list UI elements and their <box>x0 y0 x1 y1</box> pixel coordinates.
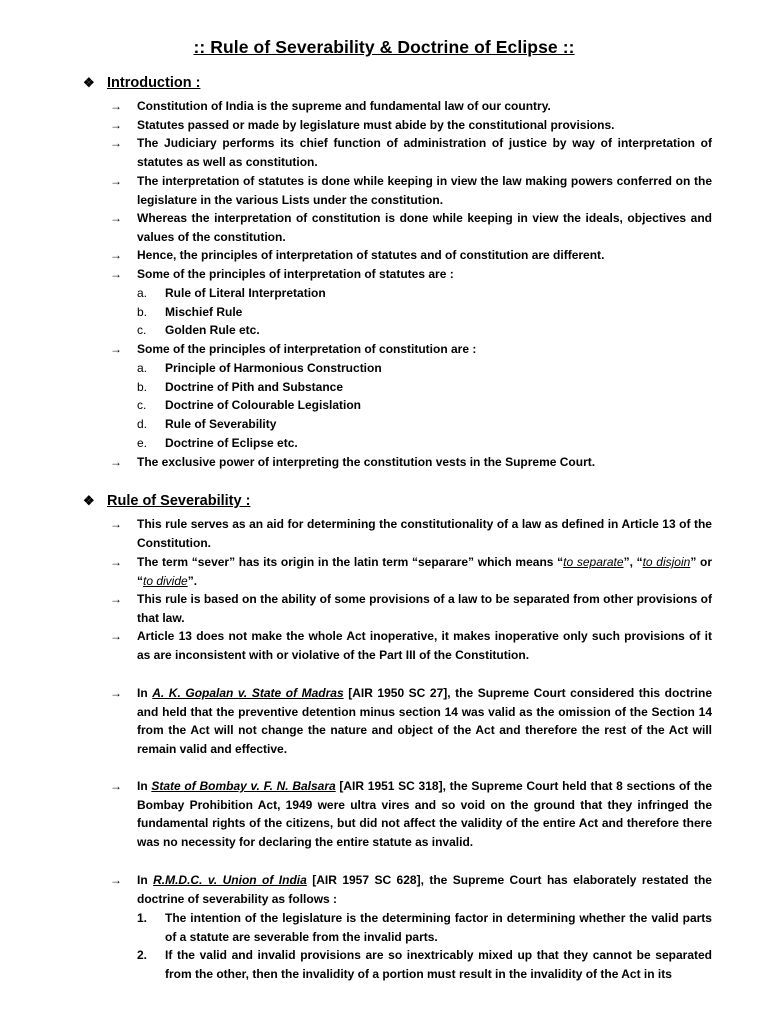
right-arrow-icon: → <box>110 267 122 281</box>
right-arrow-icon: → <box>110 873 122 887</box>
list-item: → Some of the principles of interpretation of constitution are : <box>110 340 712 359</box>
list-item: → The interpretation of statutes is done while keeping in view the law making powers conferred on the legislature in the various Lists under the constitution. <box>110 174 712 207</box>
list-item: → Whereas the interpretation of constitution is done while keeping in view the ideals, objectives and values of the constitution. <box>110 211 712 244</box>
list-item: 1. The intention of the legislature is the determining factor in determining whether the valid parts of a statute are severable from the invalid parts. <box>137 911 712 944</box>
right-arrow-icon: → <box>110 342 122 356</box>
diamond-bullet-icon: ❖ <box>83 493 95 508</box>
section-heading-label: Rule of Severability : <box>107 493 251 509</box>
list-item: c. Doctrine of Colourable Legislation <box>137 398 362 412</box>
list-item: → This rule serves as an aid for determining the constitutionality of a law as defined in Article 13 of the Constitution. <box>110 517 712 550</box>
case-item: → In State of Bombay v. F. N. Balsara [AIR 1951 SC 318], the Supreme Court held that 8 sections of the Bombay Prohibition Act, 1949 were ultra vires and so void on the ground that they infringed the fundamental rights of the citizens, but did not affect the validity of the entire Act and therefore there was no necessity for declaring the entire statute as invalid. <box>110 779 712 850</box>
list-item: b. Doctrine of Pith and Substance <box>137 380 344 394</box>
list-item: → The term “sever” has its origin in the latin term “separare” which means “to separate”, “to disjoin” or “to divide”. <box>110 555 713 588</box>
list-item: a. Rule of Literal Interpretation <box>137 286 326 300</box>
list-item: → The Judiciary performs its chief function of administration of justice by way of interpretation of statutes as well as constitution. <box>110 136 712 169</box>
list-item: d. Rule of Severability <box>137 417 277 431</box>
right-arrow-icon: → <box>110 517 122 531</box>
list-item: → Hence, the principles of interpretation of statutes and of constitution are different. <box>110 246 712 265</box>
case-item: → In A. K. Gopalan v. State of Madras [AIR 1950 SC 27], the Supreme Court considered this doctrine and held that the preventive detention minus section 14 was valid as the omission of the Section 14 from the Act will not change the nature and object of the Act and therefore the rest of the Act will remain valid and effective. <box>110 686 713 757</box>
section-heading-severability <box>83 493 250 509</box>
list-item: → The exclusive power of interpreting the constitution vests in the Supreme Court. <box>110 453 712 472</box>
section-heading-label: Introduction : <box>107 75 201 91</box>
list-item: → Some of the principles of interpretation of statutes are : <box>110 265 712 284</box>
list-item: c. Golden Rule etc. <box>137 323 260 337</box>
list-item: 2. If the valid and invalid provisions are so inextricably mixed up that they cannot be separated from the other, then the invalidity of a portion must result in the invalidity of the Act in its <box>137 948 712 981</box>
right-arrow-icon: → <box>110 592 122 606</box>
list-item: → Article 13 does not make the whole Act inoperative, it makes inoperative only such provisions of it as are inconsistent with or violative of the Part III of the Constitution. <box>110 629 712 662</box>
right-arrow-icon: → <box>110 136 122 150</box>
section-heading-introduction <box>83 75 200 91</box>
page-title: :: Rule of Severability & Doctrine of Eclipse :: <box>193 37 575 57</box>
right-arrow-icon: → <box>110 174 122 188</box>
diamond-bullet-icon: ❖ <box>83 75 95 90</box>
right-arrow-icon: → <box>110 686 122 700</box>
right-arrow-icon: → <box>110 455 122 469</box>
right-arrow-icon: → <box>110 248 122 262</box>
case-item: → In R.M.D.C. v. Union of India [AIR 1957 SC 628], the Supreme Court has elaborately restated the doctrine of severability as follows : <box>110 873 712 906</box>
list-item: a. Principle of Harmonious Construction <box>137 361 382 375</box>
right-arrow-icon: → <box>110 555 122 569</box>
list-item: e. Doctrine of Eclipse etc. <box>137 436 298 450</box>
list-item: → Statutes passed or made by legislature must abide by the constitutional provisions. <box>110 116 712 135</box>
right-arrow-icon: → <box>110 629 122 643</box>
list-item: b. Mischief Rule <box>137 305 243 319</box>
list-item: → Constitution of India is the supreme and fundamental law of our country. <box>110 97 712 116</box>
right-arrow-icon: → <box>110 99 122 113</box>
right-arrow-icon: → <box>110 779 122 793</box>
right-arrow-icon: → <box>110 118 122 132</box>
list-item: → This rule is based on the ability of some provisions of a law to be separated from other provisions of that law. <box>110 592 713 625</box>
right-arrow-icon: → <box>110 211 122 225</box>
